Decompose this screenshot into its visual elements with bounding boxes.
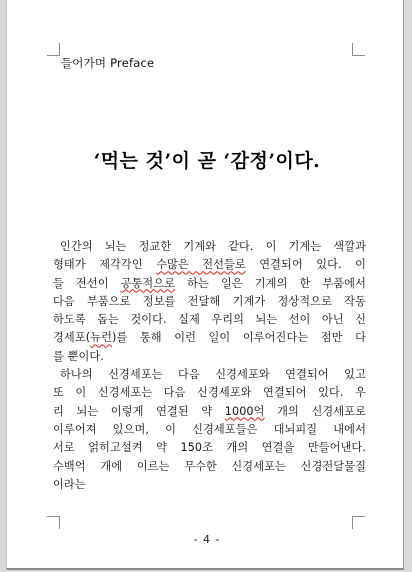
margin-corner-top-right — [352, 43, 365, 56]
text-line — [53, 238, 366, 256]
text-run: 수백억 개에 이르는 무수한 신경세포는 신경전달물질 — [53, 459, 366, 473]
text-run: 들 전선이 — [53, 276, 121, 290]
spellcheck-flagged-text: 수많은 전선들로 — [156, 258, 246, 272]
text-run: 또 이 신경세포는 다음 신경세포와 연결되어 있다. 우 — [53, 386, 366, 400]
margin-corner-top-left — [47, 43, 60, 56]
text-run: 형태가 제각각인 — [53, 258, 157, 272]
margin-corner-bottom-right — [352, 516, 365, 529]
text-line — [53, 421, 366, 439]
text-line — [53, 329, 366, 347]
text-line — [53, 311, 366, 329]
text-run: 하도록 돕는 것이다. 실제 우리의 뇌는 선이 아닌 신 — [53, 313, 366, 327]
margin-corner-bottom-left — [47, 516, 60, 529]
spellcheck-flagged-text: 뉴런 — [90, 331, 113, 345]
text-run: 다음 부품으로 정보를 전달해 기계가 정상적으로 작동 — [53, 294, 366, 308]
text-line — [53, 439, 366, 457]
chapter-title: ‘먹는 것’이 곧 ‘감정’이다. — [93, 150, 321, 172]
spellcheck-flagged-text: 공통적으로 — [120, 276, 176, 290]
text-run: 인간의 뇌는 정교한 기계와 같다. 이 기계는 색깔과 — [60, 240, 366, 253]
text-run: 경세포( — [53, 331, 91, 345]
text-line — [53, 476, 366, 494]
spellcheck-flagged-text: 1000억 — [224, 404, 265, 418]
text-line — [53, 256, 366, 274]
text-run: 연결되어 있다. 이 — [245, 258, 366, 272]
text-line — [53, 403, 366, 421]
body-text — [53, 238, 366, 494]
text-line — [53, 366, 366, 384]
text-run: 개의 신경세포로 — [264, 404, 366, 418]
text-run: 하나의 신경세포는 다음 신경세포와 연결되어 있고 — [60, 368, 366, 382]
text-line — [53, 293, 366, 311]
page-header: 들어가며 Preface — [61, 56, 155, 70]
text-run: 를 뿐이다. — [53, 349, 104, 363]
text-line — [53, 275, 366, 293]
text-run: )를 통해 이런 일이 이루어진다는 점만 다 — [112, 331, 366, 345]
document-page — [6, 0, 404, 570]
page-number: - 4 - — [193, 533, 221, 546]
text-run: 리 뇌는 이렇게 연결된 약 — [53, 404, 225, 418]
text-run: 하는 일은 기계의 한 부품에서 — [175, 276, 366, 290]
text-run: 서로 얽히고설켜 약 150조 개의 연결을 만들어낸다. — [53, 441, 366, 455]
text-line — [53, 348, 366, 366]
text-run: 이라는 — [53, 477, 86, 491]
text-line — [53, 384, 366, 402]
text-run: 이루어져 있으며, 이 신경세포들은 대뇌피질 내에서 — [53, 422, 366, 436]
text-line — [53, 458, 366, 476]
